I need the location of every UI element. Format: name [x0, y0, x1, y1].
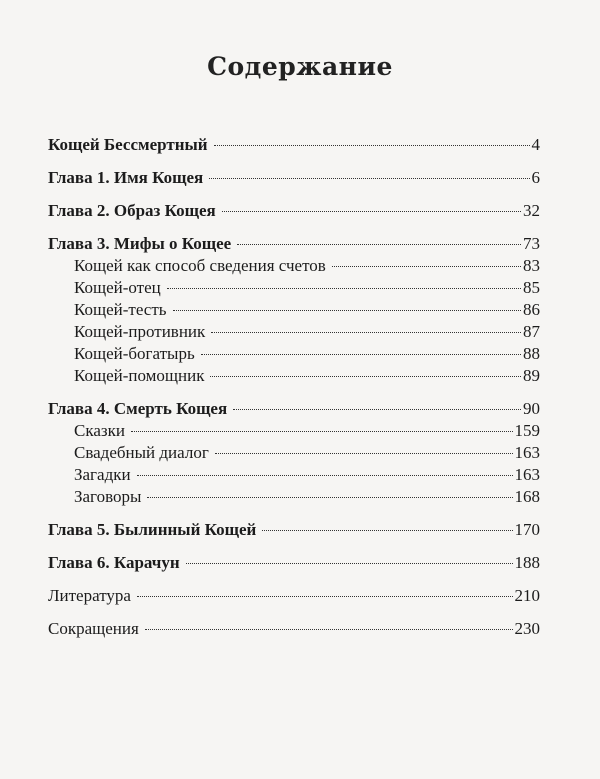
toc-subentry[interactable] — [48, 343, 540, 365]
dot-leader — [131, 431, 513, 432]
dot-leader — [137, 596, 513, 597]
toc-subentry-label: Загадки — [74, 465, 131, 484]
toc-subentry[interactable] — [48, 299, 540, 321]
dot-leader — [186, 563, 513, 564]
toc-subentry-page: 163 — [514, 465, 540, 484]
toc-entry-page: 90 — [523, 399, 540, 418]
toc-entry-label: Глава 1. Имя Кощея — [48, 168, 204, 187]
toc-entry[interactable] — [48, 398, 540, 420]
toc-subentry-label: Кощей-богатырь — [74, 344, 195, 363]
toc-subentry-page: 86 — [523, 300, 540, 319]
toc-subentry[interactable] — [48, 464, 540, 486]
toc-entry-page: 73 — [523, 234, 540, 253]
toc-entry-label: Глава 4. Смерть Кощея — [48, 399, 228, 418]
toc-entry[interactable] — [48, 618, 540, 640]
table-of-contents — [48, 134, 540, 640]
toc-entry[interactable] — [48, 585, 540, 607]
toc-subentry-label: Кощей-отец — [74, 278, 161, 297]
dot-leader — [209, 178, 529, 179]
toc-entry-label: Глава 6. Карачун — [48, 553, 180, 572]
toc-entry[interactable] — [48, 200, 540, 222]
toc-entry[interactable] — [48, 134, 540, 156]
toc-subentry-label: Сказки — [74, 421, 125, 440]
toc-entry-label: Глава 2. Образ Кощея — [48, 201, 216, 220]
toc-entry-label: Глава 3. Мифы о Кощее — [48, 234, 232, 253]
toc-subentry-page: 83 — [523, 256, 540, 275]
toc-entry-label: Кощей Бессмертный — [48, 135, 208, 154]
toc-subentry-label: Свадебный диалог — [74, 443, 209, 462]
toc-subentry-page: 88 — [523, 344, 540, 363]
toc-subentry-page: 163 — [514, 443, 540, 462]
toc-entry-page: 188 — [514, 553, 540, 572]
toc-entry-page: 6 — [531, 168, 540, 187]
dot-leader — [211, 332, 521, 333]
page-title: Содержание — [207, 52, 393, 81]
dot-leader — [147, 497, 512, 498]
toc-entry-page: 4 — [531, 135, 540, 154]
toc-entry-page: 210 — [514, 586, 540, 605]
toc-subentry-label: Заговоры — [74, 487, 142, 506]
toc-subentry-label: Кощей-помощник — [74, 366, 205, 385]
dot-leader — [167, 288, 521, 289]
toc-subentry-label: Кощей-тесть — [74, 300, 167, 319]
toc-entry-label: Глава 5. Былинный Кощей — [48, 520, 257, 539]
toc-subentry-page: 89 — [523, 366, 540, 385]
toc-subentry[interactable] — [48, 277, 540, 299]
dot-leader — [222, 211, 521, 212]
toc-entry[interactable] — [48, 233, 540, 255]
dot-leader — [215, 453, 513, 454]
dot-leader — [210, 376, 521, 377]
toc-subentry-label: Кощей-противник — [74, 322, 206, 341]
toc-subentry[interactable] — [48, 321, 540, 343]
toc-subentry[interactable] — [48, 365, 540, 387]
dot-leader — [173, 310, 521, 311]
dot-leader — [233, 409, 521, 410]
toc-subentry[interactable] — [48, 486, 540, 508]
toc-entry-label: Сокращения — [48, 619, 139, 638]
dot-leader — [201, 354, 521, 355]
toc-subentry-page: 87 — [523, 322, 540, 341]
toc-subentry[interactable] — [48, 442, 540, 464]
dot-leader — [262, 530, 512, 531]
toc-subentry-page: 85 — [523, 278, 540, 297]
dot-leader — [237, 244, 521, 245]
toc-subentry-page: 168 — [514, 487, 540, 506]
toc-subentry-page: 159 — [514, 421, 540, 440]
toc-subentry[interactable] — [48, 255, 540, 277]
dot-leader — [137, 475, 513, 476]
toc-entry[interactable] — [48, 167, 540, 189]
toc-subentry[interactable] — [48, 420, 540, 442]
dot-leader — [145, 629, 513, 630]
dot-leader — [332, 266, 521, 267]
toc-entry-page: 170 — [514, 520, 540, 539]
toc-entry-page: 230 — [514, 619, 540, 638]
toc-entry-page: 32 — [523, 201, 540, 220]
toc-subentry-label: Кощей как способ сведения счетов — [74, 256, 326, 275]
toc-entry[interactable] — [48, 552, 540, 574]
dot-leader — [214, 145, 530, 146]
toc-entry-label: Литература — [48, 586, 131, 605]
toc-entry[interactable] — [48, 519, 540, 541]
